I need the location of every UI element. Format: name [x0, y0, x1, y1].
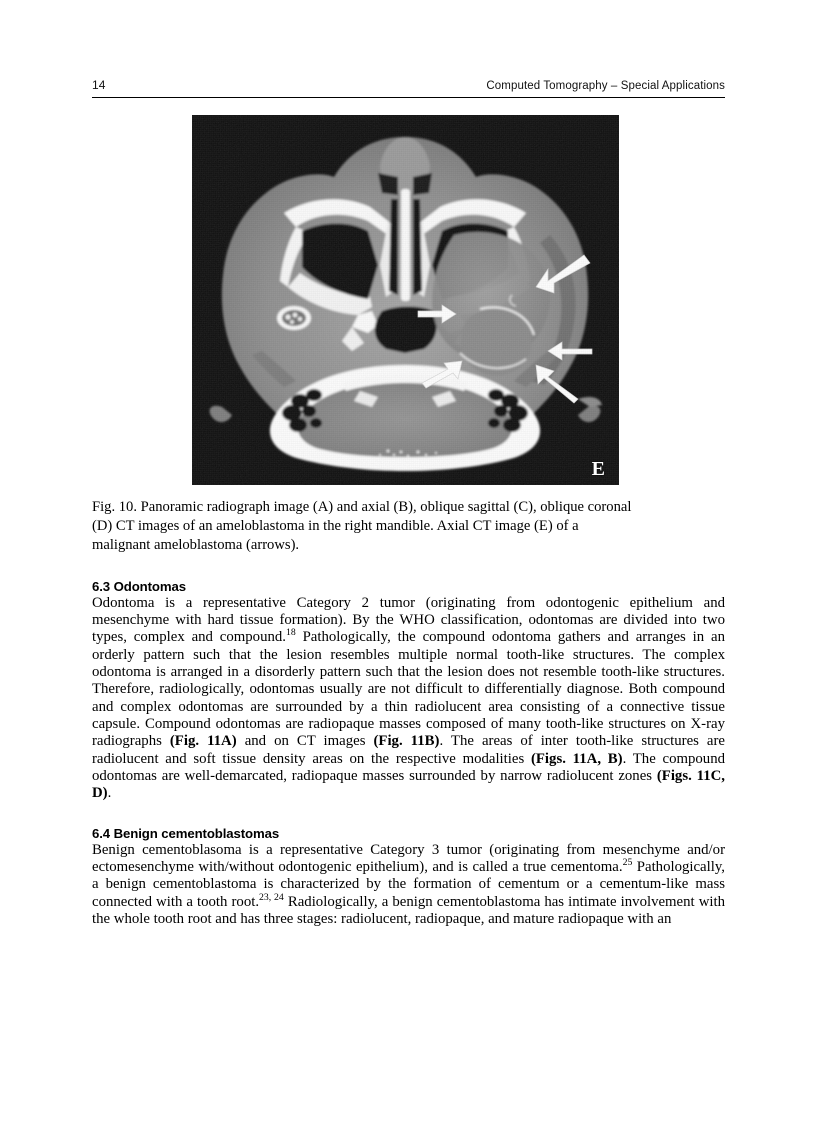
figure-ref-11b: (Fig. 11B): [373, 733, 440, 750]
cementoblastomas-text-c: Radiologically, a benign cementoblastoma has intimate involvement with the whole tooth root and has three stages: radiolucent, radiopaque, and mature radiopaque with an: [92, 893, 726, 928]
cementoblastomas-text-b: Pathologically, a benign cementoblastoma is characterized by the formation of cementum or a cementum-like mass connected with a tooth root.: [92, 859, 725, 910]
odontomas-text-d: . The areas of inter tooth-like structures are radiolucent and soft tissue density areas on the respective modalities: [92, 733, 725, 767]
page-header-row: [92, 78, 725, 92]
paragraph-odontomas: [92, 595, 725, 803]
odontomas-text-c: and on CT images: [236, 733, 374, 750]
cementoblastomas-text-a: Benign cementoblasoma is a representative Category 3 tumor (originating from mesenchyme and/or ectomesenchyme with/without odontogenic epithelium), and is called a true cementoma.: [92, 841, 725, 876]
figure-10-panel-e: [192, 115, 619, 485]
section-heading-odontomas: 6.3 Odontomas: [92, 578, 186, 594]
figure-caption-line-3: malignant ameloblastoma (arrows).: [92, 537, 300, 554]
spacer-before-section-64: [92, 803, 725, 825]
page-number: 14: [92, 78, 106, 92]
spacer-caption-to-section: [92, 556, 725, 578]
figure-caption-line-1: Fig. 10. Panoramic radiograph image (A) and axial (B), oblique sagittal (C), oblique coronal: [92, 499, 632, 515]
figure-ref-11a: (Fig. 11A): [169, 733, 237, 750]
odontomas-text-a: Odontoma is a representative Category 2 tumor (originating from odontogenic epithelium and mesenchyme with hard tissue formation). By the WHO classification, odontomas are divided into two types, complex and compound.: [92, 594, 725, 646]
footnote-ref-23-24: 23, 24: [259, 891, 284, 903]
odontomas-text-e: . The compound odontomas are well-demarcated, radiopaque masses surrounded by narrow radiolucent zones: [92, 750, 725, 785]
text-column: [92, 493, 725, 928]
section-heading-benign-cementoblastomas: 6.4 Benign cementoblastomas: [92, 825, 280, 841]
figure-caption: [92, 493, 725, 556]
paragraph-cementoblastomas: [92, 842, 725, 929]
odontomas-text-b: Pathologically, the compound odontoma gathers and arranges in an orderly pattern such that the lesion resembles multiple normal tooth-like structures. The complex odontoma is arranged in a disorderly pattern such that the lesion does not resemble tooth-like structures. Therefore, radiologically, odontomas usually are not difficult to differentially diagnose. Both compound and complex odontomas are surrounded by a thin radiolucent area consisting of a connective tissue capsule. Compound odontomas are radiopaque masses composed of many tooth-like structures on X-ray radiographs: [92, 629, 725, 750]
figure-panel-label-e: E: [591, 458, 605, 480]
header-rule: [92, 97, 725, 98]
page-header: [92, 78, 725, 100]
figure-ref-11c-d: (Figs. 11C, D): [92, 768, 725, 802]
running-title: Computed Tomography – Special Applications: [486, 80, 725, 92]
odontomas-text-f: .: [107, 785, 112, 802]
footnote-ref-25: 25: [622, 857, 633, 869]
figure-caption-line-2: (D) CT images of an ameloblastoma in the right mandible. Axial CT image (E) of a: [92, 518, 579, 535]
axial-ct-head-image: [192, 115, 619, 485]
ct-image-frame: [192, 115, 619, 485]
figure-ref-11a-b: (Figs. 11A, B): [530, 750, 623, 767]
footnote-ref-18: 18: [285, 627, 296, 639]
